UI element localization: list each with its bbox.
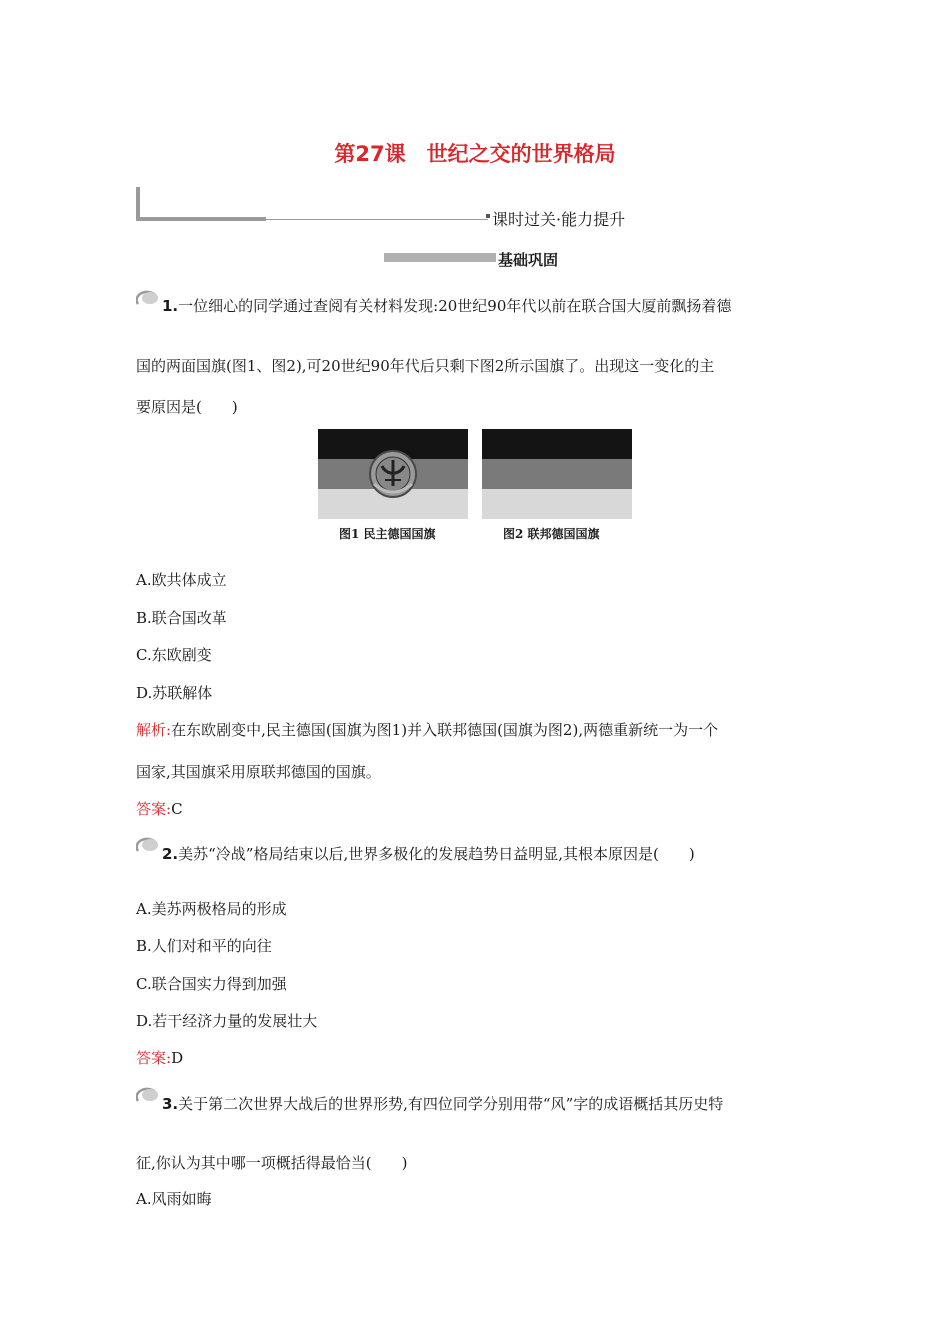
question-1-line-1: 一位细心的同学通过查阅有关材料发现:20世纪90年代以前在联合国大厦前飘扬着德 — [178, 297, 732, 315]
question-2-line-1: 美苏“冷战”格局结束以后,世界多极化的发展趋势日益明显,其根本原因是( ) — [178, 845, 695, 863]
section-label: 课时过关·能力提升 — [492, 210, 626, 229]
q3-option-a: A.风雨如晦 — [136, 1190, 212, 1208]
question-1-number: 1. — [162, 297, 179, 315]
section-bracket — [136, 187, 140, 221]
analysis-line-2: 国家,其国旗采用原联邦德国的国旗。 — [136, 763, 381, 781]
answer-value: D — [171, 1049, 184, 1067]
question-3 — [162, 1093, 723, 1114]
subsection-label: 基础巩固 — [498, 251, 559, 269]
section-bracket-line — [266, 219, 488, 220]
q2-answer — [136, 1047, 183, 1068]
frg-flag-image — [482, 429, 632, 519]
q1-option-b: B.联合国改革 — [136, 609, 227, 627]
answer-label: 答案: — [136, 1049, 172, 1067]
q2-option-b: B.人们对和平的向往 — [136, 937, 272, 955]
question-marker-icon — [136, 1087, 160, 1103]
section-bracket-bar — [136, 217, 266, 221]
q2-option-d: D.若干经济力量的发展壮大 — [136, 1012, 318, 1030]
question-3-line-2: 征,你认为其中哪一项概括得最恰当( ) — [136, 1154, 408, 1172]
question-2 — [162, 843, 695, 864]
q2-option-c: C.联合国实力得到加强 — [136, 975, 287, 993]
section-bullet — [486, 214, 490, 218]
question-1 — [162, 295, 731, 316]
question-3-number: 3. — [162, 1095, 179, 1113]
page-title: 第27课 世纪之交的世界格局 — [334, 142, 616, 166]
figure-1-caption: 图1 民主德国国旗 — [339, 527, 436, 541]
q1-option-d: D.苏联解体 — [136, 684, 213, 702]
q1-option-c: C.东欧剧变 — [136, 646, 212, 664]
q1-answer — [136, 798, 183, 819]
question-1-line-3: 要原因是( ) — [136, 398, 238, 416]
q1-analysis — [136, 719, 718, 740]
question-marker-icon — [136, 290, 160, 306]
gdr-emblem-icon — [366, 446, 420, 502]
subsection-bar — [384, 253, 496, 262]
question-1-line-2: 国的两面国旗(图1、图2),可20世纪90年代后只剩下图2所示国旗了。出现这一变化的主 — [136, 357, 715, 375]
analysis-label: 解析: — [136, 721, 172, 739]
question-marker-icon — [136, 837, 160, 853]
q1-option-a: A.欧共体成立 — [136, 571, 227, 589]
answer-value: C — [171, 800, 183, 818]
question-3-line-1: 关于第二次世界大战后的世界形势,有四位同学分别用带“风”字的成语概括其历史特 — [178, 1095, 724, 1113]
figure-2-caption: 图2 联邦德国国旗 — [503, 527, 600, 541]
gdr-flag-image — [318, 429, 468, 519]
analysis-line-1: 在东欧剧变中,民主德国(国旗为图1)并入联邦德国(国旗为图2),两德重新统一为一个 — [171, 721, 719, 739]
answer-label: 答案: — [136, 800, 172, 818]
q2-option-a: A.美苏两极格局的形成 — [136, 900, 287, 918]
question-2-number: 2. — [162, 845, 179, 863]
